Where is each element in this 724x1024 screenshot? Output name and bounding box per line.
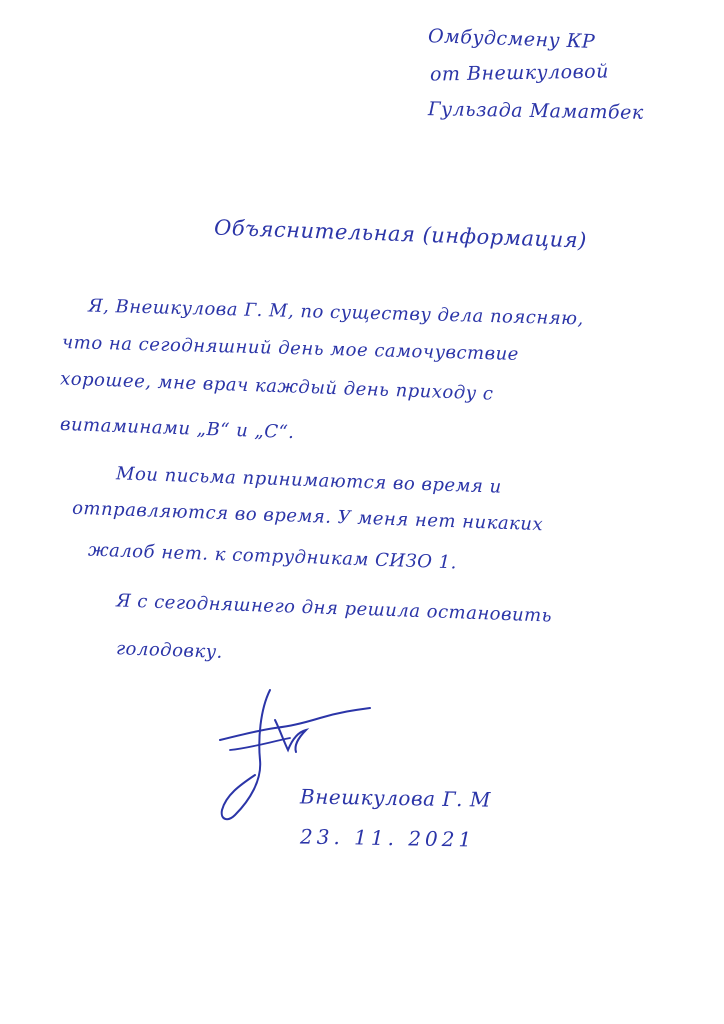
addressee-line-2: от Внешкуловой [429, 60, 610, 86]
paragraph-3-line-1: Я с сегодняшнего дня решила остановить [115, 590, 553, 627]
addressee-line-1: Омбудсмену КР [427, 25, 596, 53]
paragraph-1-line-4: витаминами „В“ и „С“. [59, 413, 295, 444]
signatory-name: Внешкулова Г. М [299, 784, 492, 812]
paragraph-2-line-1: Мои письма принимаются во время и [115, 463, 503, 498]
document-title: Объяснительная (информация) [213, 215, 588, 253]
paragraph-3-line-2: голодовку. [115, 638, 224, 663]
addressee-line-3: Гульзада Маматбек [427, 98, 644, 124]
paragraph-2-line-3: жалоб нет. к сотрудникам СИЗО 1. [87, 539, 458, 574]
paragraph-1-line-1: Я, Внешкулова Г. М, по существу дела поясняю, [87, 295, 585, 330]
paragraph-1-line-3: хорошее, мне врач каждый день приходу с [59, 368, 494, 405]
paragraph-1-line-2: что на сегодняшний день мое самочувствие [61, 332, 520, 365]
paragraph-2-line-2: отправляются во время. У меня нет никаких [71, 497, 544, 536]
document-date: 23. 11. 2021 [299, 824, 476, 852]
